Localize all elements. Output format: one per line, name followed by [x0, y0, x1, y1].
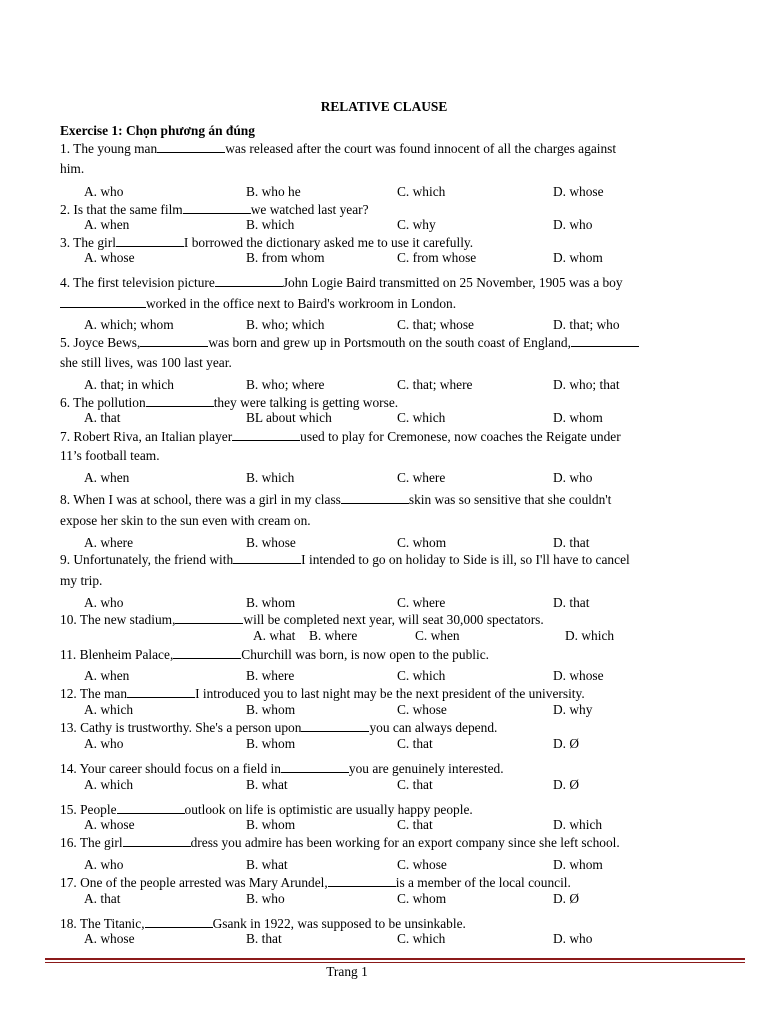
- answer-blank[interactable]: [146, 394, 214, 407]
- question-text: John Logie Baird transmitted on 25 November, 1905 was a boy: [282, 275, 623, 290]
- answer-option[interactable]: D. that; who: [553, 317, 620, 332]
- question-text: is a member of the local council.: [395, 875, 571, 890]
- answer-option[interactable]: A. when: [84, 668, 130, 683]
- question-text: dress you admire has been working for an export company since she left school.: [190, 835, 620, 850]
- question-text: my trip.: [60, 573, 103, 588]
- question-text-line: [60, 834, 620, 851]
- question-text: 4. The first television picture: [60, 275, 215, 290]
- exercise-heading: Exercise 1: Chọn phương án đúng: [60, 123, 255, 138]
- answer-option[interactable]: D. Ø: [553, 777, 580, 792]
- page-title: RELATIVE CLAUSE: [320, 99, 448, 114]
- answer-option[interactable]: C. whose: [397, 702, 447, 717]
- question-text-line: [60, 685, 585, 702]
- answer-option[interactable]: D. which: [553, 817, 603, 832]
- question-text-line: [60, 874, 571, 891]
- answer-option[interactable]: D. whose: [553, 668, 604, 683]
- question-text-line: [60, 611, 544, 628]
- answer-blank[interactable]: [157, 140, 225, 153]
- question-text: was born and grew up in Portsmouth on the south coast of England,: [208, 335, 571, 350]
- answer-option[interactable]: BL about which: [246, 410, 332, 425]
- answer-option[interactable]: D. whose: [553, 184, 604, 199]
- answer-blank[interactable]: [215, 274, 283, 287]
- answer-option[interactable]: A. whose: [84, 250, 135, 265]
- answer-blank[interactable]: [117, 801, 185, 814]
- answer-option[interactable]: B. that: [246, 931, 282, 946]
- question-text-line: [60, 234, 473, 251]
- answer-option[interactable]: A. that; in which: [84, 377, 175, 392]
- answer-option[interactable]: B. what: [246, 777, 288, 792]
- answer-option[interactable]: A. which: [84, 777, 134, 792]
- answer-option[interactable]: D. who: [553, 470, 593, 485]
- question-text: outlook on life is optimistic are usually happy people.: [184, 802, 473, 817]
- question-text-line: [60, 719, 497, 736]
- answer-option[interactable]: A. when: [84, 217, 130, 232]
- answer-option[interactable]: D. why: [553, 702, 593, 717]
- question-text: you can always depend.: [369, 720, 498, 735]
- answer-blank[interactable]: [127, 685, 195, 698]
- answer-option[interactable]: B. who; where: [246, 377, 325, 392]
- answer-option[interactable]: B. whom: [246, 817, 296, 832]
- question-text-line: [60, 491, 611, 508]
- question-text-line: [60, 801, 473, 818]
- answer-option[interactable]: A. whose: [84, 817, 135, 832]
- question-text: 6. The pollution: [60, 395, 146, 410]
- answer-blank[interactable]: [145, 915, 213, 928]
- answer-option[interactable]: A. what: [253, 628, 296, 643]
- question-text: 15. People: [60, 802, 117, 817]
- answer-option[interactable]: D. who: [553, 931, 593, 946]
- question-text-line: [60, 573, 102, 589]
- question-text: 7. Robert Riva, an Italian player: [60, 429, 233, 444]
- answer-option[interactable]: C. why: [397, 217, 436, 232]
- answer-option[interactable]: C. which: [397, 668, 446, 683]
- question-text: 17. One of the people arrested was Mary Arundel,: [60, 875, 328, 890]
- question-text: 9. Unfortunately, the friend with: [60, 552, 234, 567]
- question-text-line: [60, 161, 84, 177]
- answer-option[interactable]: A. which; whom: [84, 317, 174, 332]
- answer-option[interactable]: C. which: [397, 410, 446, 425]
- question-text: 2. Is that the same film: [60, 202, 183, 217]
- answer-option[interactable]: D. Ø: [553, 891, 580, 906]
- answer-blank[interactable]: [116, 234, 184, 247]
- question-text: skin was so sensitive that she couldn't: [408, 492, 612, 507]
- question-text: 11’s football team.: [60, 448, 160, 463]
- question-text-line: [60, 428, 621, 445]
- answer-option[interactable]: B. which: [246, 217, 295, 232]
- question-text: 16. The girl: [60, 835, 123, 850]
- question-text: I intended to go on holiday to Side is ill, so I'll have to cancel: [301, 552, 630, 567]
- answer-blank[interactable]: [175, 611, 243, 624]
- question-text: will be completed next year, will seat 30,000 spectators.: [243, 612, 544, 627]
- question-text-line: [60, 760, 504, 777]
- answer-blank[interactable]: [173, 646, 241, 659]
- answer-option[interactable]: B. who; which: [246, 317, 325, 332]
- question-text-line: [60, 915, 466, 932]
- answer-blank[interactable]: [78, 295, 146, 308]
- question-text: Gsank in 1922, was supposed to be unsinkable.: [212, 916, 466, 931]
- answer-option[interactable]: C. where: [397, 470, 446, 485]
- answer-option[interactable]: A. that: [84, 891, 121, 906]
- answer-option[interactable]: C. whom: [397, 891, 447, 906]
- question-text: you are genuinely interested.: [348, 761, 504, 776]
- answer-option[interactable]: B. whom: [246, 702, 296, 717]
- answer-blank[interactable]: [301, 719, 369, 732]
- answer-blank[interactable]: [233, 551, 301, 564]
- answer-option[interactable]: C. where: [397, 595, 446, 610]
- answer-option[interactable]: B. which: [246, 470, 295, 485]
- question-text: worked in the office next to Baird's workroom in London.: [146, 296, 457, 311]
- question-text-line: [60, 295, 456, 312]
- question-text: 10. The new stadium,: [60, 612, 176, 627]
- answer-option[interactable]: A. who: [84, 595, 124, 610]
- answer-option[interactable]: A. who: [84, 736, 124, 751]
- answer-blank[interactable]: [341, 491, 409, 504]
- question-text-line: [60, 646, 489, 663]
- question-text: she still lives, was 100 last year.: [60, 355, 232, 370]
- footer-rule: [45, 958, 745, 960]
- answer-blank[interactable]: [281, 760, 349, 773]
- answer-option[interactable]: A. where: [84, 535, 134, 550]
- answer-option[interactable]: D. who; that: [553, 377, 620, 392]
- question-text-line: [60, 334, 639, 351]
- question-text-line: [60, 201, 369, 218]
- answer-option[interactable]: C. whom: [397, 535, 447, 550]
- answer-option[interactable]: C. that; whose: [397, 317, 474, 332]
- answer-option[interactable]: C. whose: [397, 857, 447, 872]
- question-text-line: [60, 513, 311, 529]
- question-text: was released after the court was found innocent of all the charges against: [225, 141, 617, 156]
- question-text: 18. The Titanic,: [60, 916, 145, 931]
- question-text-line: [60, 448, 160, 464]
- answer-option[interactable]: C. that: [397, 817, 433, 832]
- answer-blank[interactable]: [123, 834, 191, 847]
- answer-option[interactable]: B. who: [246, 891, 285, 906]
- answer-option[interactable]: C. that; where: [397, 377, 473, 392]
- answer-option[interactable]: D. that: [553, 595, 590, 610]
- answer-option[interactable]: C. from whose: [397, 250, 477, 265]
- answer-option[interactable]: A. that: [84, 410, 121, 425]
- answer-option[interactable]: A. who: [84, 184, 124, 199]
- answer-blank[interactable]: [571, 334, 639, 347]
- answer-option[interactable]: B. whose: [246, 535, 296, 550]
- question-text: him.: [60, 161, 85, 176]
- answer-option[interactable]: D. whom: [553, 250, 603, 265]
- answer-option[interactable]: C. which: [397, 184, 446, 199]
- question-text-line: [60, 274, 623, 291]
- page-number: Trang 1: [326, 964, 368, 979]
- answer-option[interactable]: C. that: [397, 736, 433, 751]
- question-text-line: [60, 551, 630, 568]
- answer-option[interactable]: C. that: [397, 777, 433, 792]
- question-text: Churchill was born, is now open to the public.: [241, 647, 489, 662]
- answer-option[interactable]: B. where: [309, 628, 358, 643]
- answer-option[interactable]: B. where: [246, 668, 295, 683]
- answer-option[interactable]: B. whom: [246, 595, 296, 610]
- answer-blank[interactable]: [140, 334, 208, 347]
- question-text: they were talking is getting worse.: [213, 395, 399, 410]
- question-text: 5. Joyce Bews,: [60, 335, 141, 350]
- answer-blank[interactable]: [232, 428, 300, 441]
- question-text-line: [60, 394, 398, 411]
- answer-option[interactable]: A. whose: [84, 931, 135, 946]
- answer-option[interactable]: B. whom: [246, 736, 296, 751]
- question-text: 8. When I was at school, there was a girl in my class: [60, 492, 341, 507]
- question-text: I borrowed the dictionary asked me to use it carefully.: [183, 235, 474, 250]
- answer-option[interactable]: B. what: [246, 857, 288, 872]
- question-text: 12. The man: [60, 686, 128, 701]
- answer-option[interactable]: D. that: [553, 535, 590, 550]
- answer-option[interactable]: D. Ø: [553, 736, 580, 751]
- answer-option[interactable]: D. whom: [553, 410, 603, 425]
- question-text: 11. Blenheim Palace,: [60, 647, 174, 662]
- answer-option[interactable]: D. which: [565, 628, 615, 643]
- question-text: 14. Your career should focus on a field in: [60, 761, 281, 776]
- answer-option[interactable]: B. from whom: [246, 250, 325, 265]
- answer-option[interactable]: C. which: [397, 931, 446, 946]
- question-text: used to play for Cremonese, now coaches the Reigate under: [300, 429, 621, 444]
- footer-rule-thin: [45, 962, 745, 963]
- answer-option[interactable]: A. when: [84, 470, 130, 485]
- question-text-line: [60, 355, 232, 371]
- question-text: I introduced you to last night may be the next president of the university.: [195, 686, 585, 701]
- answer-blank[interactable]: [183, 201, 251, 214]
- question-text-line: [60, 140, 616, 157]
- answer-blank[interactable]: [60, 295, 78, 308]
- answer-blank[interactable]: [328, 874, 396, 887]
- question-text: we watched last year?: [250, 202, 369, 217]
- answer-option[interactable]: D. who: [553, 217, 593, 232]
- answer-option[interactable]: A. which: [84, 702, 134, 717]
- question-text: 13. Cathy is trustworthy. She's a person upon: [60, 720, 302, 735]
- question-text: 1. The young man: [60, 141, 158, 156]
- answer-option[interactable]: A. who: [84, 857, 124, 872]
- answer-option[interactable]: D. whom: [553, 857, 603, 872]
- question-text: 3. The girl: [60, 235, 116, 250]
- answer-option[interactable]: C. when: [415, 628, 460, 643]
- question-text: expose her skin to the sun even with cream on.: [60, 513, 311, 528]
- answer-option[interactable]: B. who he: [246, 184, 301, 199]
